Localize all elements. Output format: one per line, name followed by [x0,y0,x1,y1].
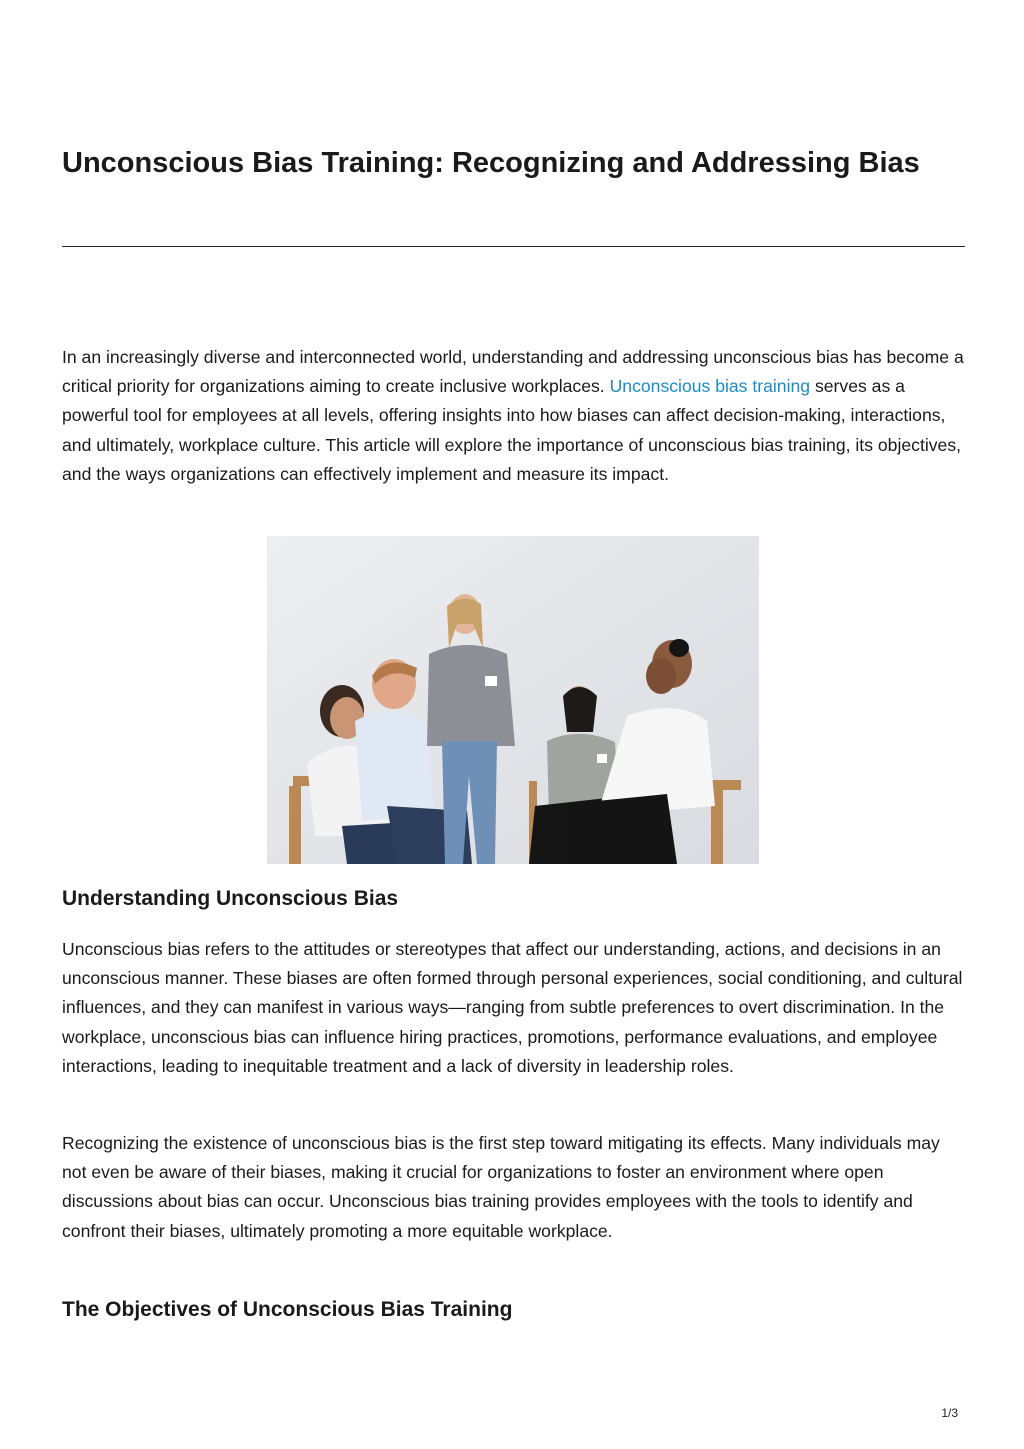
intro-text-before: In an increasingly diverse and interconnected world, understanding and addressing unconscious bias has become a critical priority for organizations aiming to create inclusive workplaces. [62,347,964,397]
intro-paragraph [62,343,965,489]
unconscious-bias-training-link[interactable]: Unconscious bias training [609,376,811,397]
page-number: 1/3 [941,1406,958,1420]
page-title: Unconscious Bias Training: Recognizing and Addressing Bias [62,147,920,179]
group-discussion-photo [267,536,759,864]
title-divider [62,246,965,247]
section-heading-understanding: Understanding Unconscious Bias [62,887,399,910]
intro-text-after: serves as a powerful tool for employees at all levels, offering insights into how biases can affect decision-making, interactions, and ultimately, workplace culture. This article will explore the importance of unconscious bias training, its objectives, and the ways organizations can effectively implement and measure its impact. [62,376,962,484]
section-heading-objectives: The Objectives of Unconscious Bias Training [62,1298,513,1321]
section1-paragraph-1: Unconscious bias refers to the attitudes or stereotypes that affect our understanding, actions, and decisions in an unconscious manner. These biases are often formed through personal experiences, social conditioning, and cultural influences, and they can manifest in various ways—ranging from subtle preferences to overt discrimination. In the workplace, unconscious bias can influence hiring practices, promotions, performance evaluations, and employee interactions, leading to inequitable treatment and a lack of diversity in leadership roles. [62,939,963,1076]
section1-paragraph-2: Recognizing the existence of unconscious bias is the first step toward mitigating its effects. Many individuals may not even be aware of their biases, making it crucial for organizations to foster an environment where open discussions about bias can occur. Unconscious bias training provides employees with the tools to identify and confront their biases, ultimately promoting a more equitable workplace. [62,1133,940,1241]
